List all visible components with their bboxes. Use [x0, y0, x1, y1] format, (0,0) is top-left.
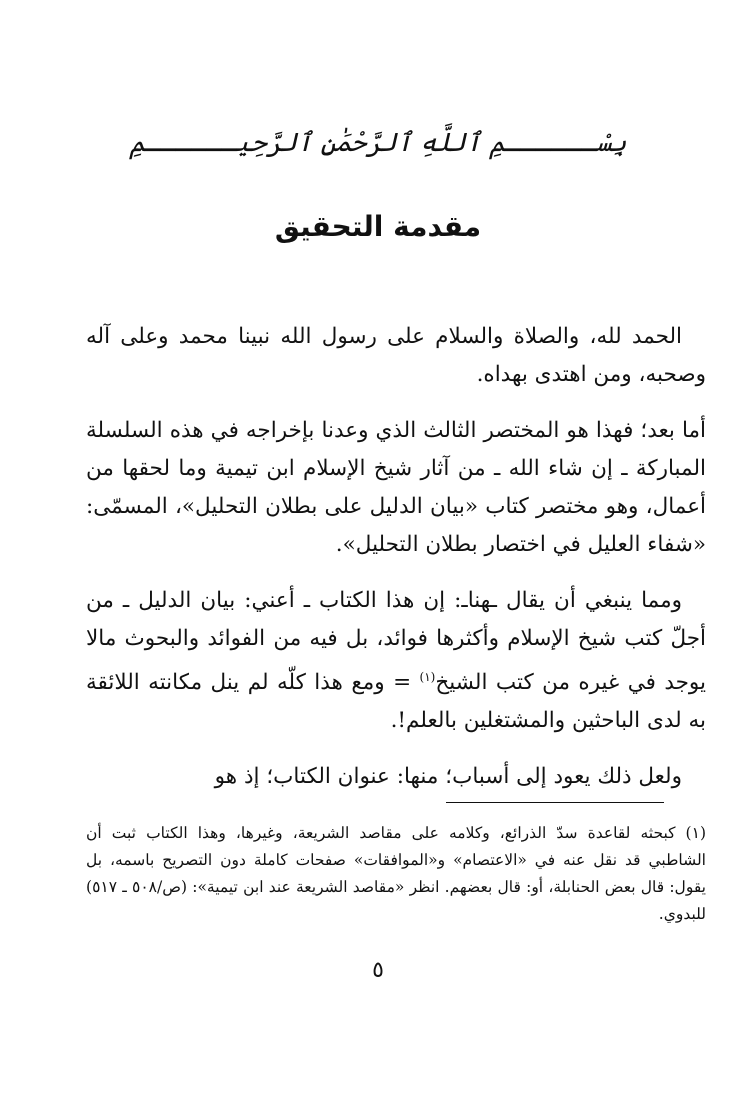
footnote-divider	[446, 802, 664, 803]
footnote	[86, 820, 706, 928]
basmala-heading: بِسْــــــمِ ٱللَّهِ ٱلرَّحْمَٰنِ ٱلرَّحِيــــــمِ	[129, 128, 627, 158]
main-text	[86, 318, 706, 814]
paragraph-3	[86, 582, 706, 740]
paragraph-1: الحمد لله، والصلاة والسلام على رسول الله نبينا محمد وعلى آله وصحبه، ومن اهتدى بهداه.	[86, 324, 706, 387]
paragraph-3-part-a: ومما ينبغي أن يقال ـهناـ: إن هذا الكتاب ـ أعني: بيان الدليل ـ من أجلّ كتب شيخ الإسلام وأكثرها فوائد، بل فيه من الفوائد والبحوث مالا يوجد في غيره من كتب الشيخ	[86, 588, 706, 696]
footnote-text: كبحثه لقاعدة سدّ الذرائع، وكلامه على مقاصد الشريعة، وغيرها، وهذا الكتاب ثبت أن الشاطبي قد نقل عنه في «الاعتصام» و«الموافقات» صفحات كاملة دون التصريح باسمه، بل يقول: قال بعض الحنابلة، أو: قال بعضهم. انظر «مقاصد الشريعة عند ابن تيمية»: (ص/٥٠٨ ـ ٥١٧) للبدوي.	[86, 824, 706, 923]
paragraph-2: أما بعد؛ فهذا هو المختصر الثالث الذي وعدنا بإخراجه في هذه السلسلة المباركة ـ إن شاء الله ـ من آثار شيخ الإسلام ابن تيمية وما لحقها من أعمال، وهو مختصر كتاب «بيان الدليل على بطلان التحليل»، المسمّى: «شفاء العليل في اختصار بطلان التحليل».	[86, 418, 706, 557]
footnote-number: (١)	[685, 824, 706, 842]
paragraph-3-part-b: = ومع هذا كلّه لم ينل مكانته اللائقة به لدى الباحثين والمشتغلين بالعلم!.	[86, 670, 706, 734]
footnote-reference[interactable]: (١)	[419, 670, 436, 684]
page-number: ٥	[372, 958, 384, 983]
page-title: مقدمة التحقيق	[274, 210, 482, 243]
paragraph-4: ولعل ذلك يعود إلى أسباب؛ منها: عنوان الكتاب؛ إذ هو	[214, 764, 682, 790]
